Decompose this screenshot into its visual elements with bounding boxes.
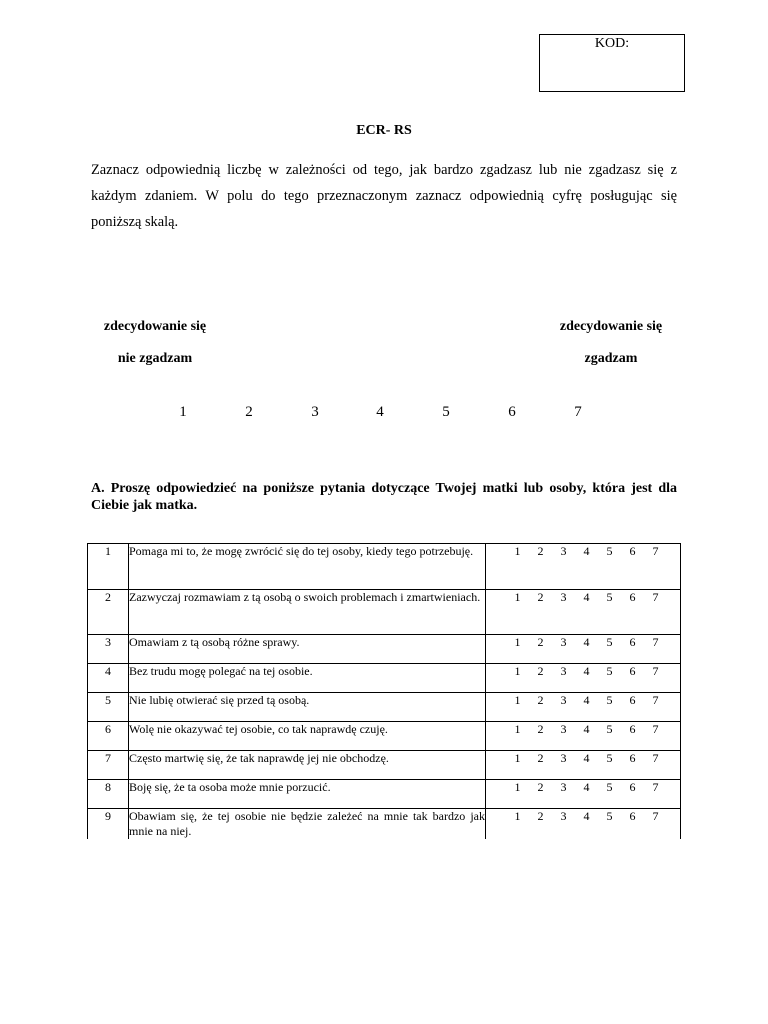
rating-scale-row <box>486 722 680 737</box>
rating-option[interactable]: 6 <box>629 780 636 794</box>
kod-box[interactable] <box>539 34 685 92</box>
rating-option[interactable]: 3 <box>560 809 567 823</box>
item-statement: Wolę nie okazywać tej osobie, co tak naprawdę czuję. <box>129 722 486 751</box>
rating-option[interactable]: 2 <box>537 544 544 558</box>
scale-anchor-disagree <box>90 311 220 375</box>
rating-option[interactable]: 3 <box>560 693 567 707</box>
item-rating-options <box>486 751 681 780</box>
rating-option[interactable]: 4 <box>583 722 590 736</box>
rating-option[interactable]: 1 <box>514 751 521 765</box>
item-rating-options <box>486 635 681 664</box>
rating-option[interactable]: 2 <box>537 751 544 765</box>
rating-option[interactable]: 7 <box>652 809 659 823</box>
rating-option[interactable]: 6 <box>629 664 636 678</box>
table-row <box>88 664 681 693</box>
rating-scale-row <box>486 693 680 708</box>
rating-option[interactable]: 6 <box>629 722 636 736</box>
scale-anchor-disagree-line2: nie zgadzam <box>117 351 193 366</box>
item-number: 9 <box>88 809 129 840</box>
rating-scale-row <box>486 590 680 605</box>
rating-option[interactable]: 3 <box>560 664 567 678</box>
rating-option[interactable]: 6 <box>629 751 636 765</box>
rating-scale-row <box>486 751 680 766</box>
rating-scale-row <box>486 809 680 824</box>
item-statement: Zazwyczaj rozmawiam z tą osobą o swoich problemach i zmartwieniach. <box>129 590 486 635</box>
scale-anchor-agree <box>546 311 676 375</box>
item-number: 3 <box>88 635 129 664</box>
item-statement: Pomaga mi to, że mogę zwrócić się do tej osoby, kiedy tego potrzebuję. <box>129 544 486 590</box>
rating-option[interactable]: 7 <box>652 751 659 765</box>
table-row <box>88 544 681 590</box>
item-number: 2 <box>88 590 129 635</box>
rating-option[interactable]: 6 <box>629 544 636 558</box>
rating-option[interactable]: 4 <box>583 809 590 823</box>
table-row <box>88 693 681 722</box>
rating-option[interactable]: 6 <box>629 635 636 649</box>
rating-option[interactable]: 2 <box>537 722 544 736</box>
rating-option[interactable]: 2 <box>537 664 544 678</box>
rating-option[interactable]: 2 <box>537 780 544 794</box>
rating-option[interactable]: 4 <box>583 693 590 707</box>
rating-option[interactable]: 6 <box>629 590 636 604</box>
table-row <box>88 590 681 635</box>
scale-number: 4 <box>376 404 384 420</box>
table-row <box>88 780 681 809</box>
item-statement: Często martwię się, że tak naprawdę jej nie obchodzę. <box>129 751 486 780</box>
scale-number: 3 <box>311 404 319 420</box>
rating-option[interactable]: 4 <box>583 590 590 604</box>
rating-option[interactable]: 3 <box>560 722 567 736</box>
scale-anchor-disagree-line1: zdecydowanie się <box>103 319 207 334</box>
rating-option[interactable]: 7 <box>652 722 659 736</box>
rating-option[interactable]: 3 <box>560 751 567 765</box>
rating-option[interactable]: 4 <box>583 635 590 649</box>
table-row <box>88 809 681 840</box>
rating-option[interactable]: 3 <box>560 780 567 794</box>
item-rating-options <box>486 693 681 722</box>
rating-option[interactable]: 1 <box>514 664 521 678</box>
rating-option[interactable]: 7 <box>652 544 659 558</box>
rating-option[interactable]: 5 <box>606 780 613 794</box>
scale-number: 7 <box>574 404 582 420</box>
table-row <box>88 722 681 751</box>
scale-number: 2 <box>245 404 253 420</box>
rating-option[interactable]: 1 <box>514 590 521 604</box>
item-statement: Obawiam się, że tej osobie nie będzie zależeć na mnie tak bardzo jak mnie na niej. <box>129 809 485 838</box>
scale-number: 1 <box>179 404 187 420</box>
item-number: 7 <box>88 751 129 780</box>
item-number: 4 <box>88 664 129 693</box>
questionnaire-table <box>87 543 681 839</box>
scale-number: 6 <box>508 404 516 420</box>
rating-option[interactable]: 5 <box>606 590 613 604</box>
rating-option[interactable]: 7 <box>652 664 659 678</box>
rating-option[interactable]: 1 <box>514 693 521 707</box>
rating-option[interactable]: 3 <box>560 635 567 649</box>
item-statement: Nie lubię otwierać się przed tą osobą. <box>129 693 486 722</box>
instructions: Zaznacz odpowiednią liczbę w zależności od tego, jak bardzo zgadzasz lub nie zgadzasz się z każdym zdaniem. W polu do tego przeznaczonym zaznacz odpowiednią cyfrę posługując się poniższą skalą. <box>91 162 677 230</box>
rating-option[interactable]: 1 <box>514 780 521 794</box>
rating-option[interactable]: 7 <box>652 780 659 794</box>
item-rating-options <box>486 722 681 751</box>
rating-option[interactable]: 3 <box>560 590 567 604</box>
item-rating-options <box>486 590 681 635</box>
item-statement: Omawiam z tą osobą różne sprawy. <box>129 635 486 664</box>
rating-option[interactable]: 7 <box>652 635 659 649</box>
rating-option[interactable]: 5 <box>606 722 613 736</box>
rating-option[interactable]: 2 <box>537 809 544 823</box>
rating-option[interactable]: 4 <box>583 780 590 794</box>
item-rating-options <box>486 809 681 840</box>
scale-anchor-agree-line2: zgadzam <box>584 351 638 366</box>
rating-option[interactable]: 7 <box>652 693 659 707</box>
section-a-heading: A. Proszę odpowiedzieć na poniższe pytania dotyczące Twojej matki lub osoby, która jest dla Ciebie jak matka. <box>91 481 677 513</box>
table-row <box>88 635 681 664</box>
rating-option[interactable]: 4 <box>583 751 590 765</box>
item-number: 1 <box>88 544 129 590</box>
kod-label: KOD: <box>594 36 630 51</box>
item-number: 8 <box>88 780 129 809</box>
rating-option[interactable]: 5 <box>606 751 613 765</box>
rating-option[interactable]: 1 <box>514 544 521 558</box>
rating-option[interactable]: 5 <box>606 664 613 678</box>
rating-option[interactable]: 1 <box>514 722 521 736</box>
item-number: 5 <box>88 693 129 722</box>
rating-option[interactable]: 7 <box>652 590 659 604</box>
item-rating-options <box>486 664 681 693</box>
page-title: ECR- RS <box>356 123 412 138</box>
rating-option[interactable]: 5 <box>606 693 613 707</box>
rating-option[interactable]: 2 <box>537 635 544 649</box>
rating-option[interactable]: 5 <box>606 544 613 558</box>
scale-anchor-agree-line1: zdecydowanie się <box>559 319 663 334</box>
rating-option[interactable]: 6 <box>629 693 636 707</box>
rating-option[interactable]: 4 <box>583 544 590 558</box>
item-statement: Bez trudu mogę polegać na tej osobie. <box>129 664 486 693</box>
rating-option[interactable]: 6 <box>629 809 636 823</box>
item-statement: Boję się, że ta osoba może mnie porzucić. <box>129 780 486 809</box>
rating-scale-row <box>486 635 680 650</box>
rating-option[interactable]: 5 <box>606 809 613 823</box>
rating-option[interactable]: 3 <box>560 544 567 558</box>
rating-option[interactable]: 1 <box>514 809 521 823</box>
scale-number: 5 <box>442 404 450 420</box>
item-number: 6 <box>88 722 129 751</box>
rating-option[interactable]: 1 <box>514 635 521 649</box>
item-rating-options <box>486 544 681 590</box>
rating-option[interactable]: 5 <box>606 635 613 649</box>
rating-option[interactable]: 4 <box>583 664 590 678</box>
item-rating-options <box>486 780 681 809</box>
rating-option[interactable]: 2 <box>537 693 544 707</box>
table-row <box>88 751 681 780</box>
rating-option[interactable]: 2 <box>537 590 544 604</box>
rating-scale-row <box>486 544 680 559</box>
rating-scale-row <box>486 780 680 795</box>
rating-scale-row <box>486 664 680 679</box>
